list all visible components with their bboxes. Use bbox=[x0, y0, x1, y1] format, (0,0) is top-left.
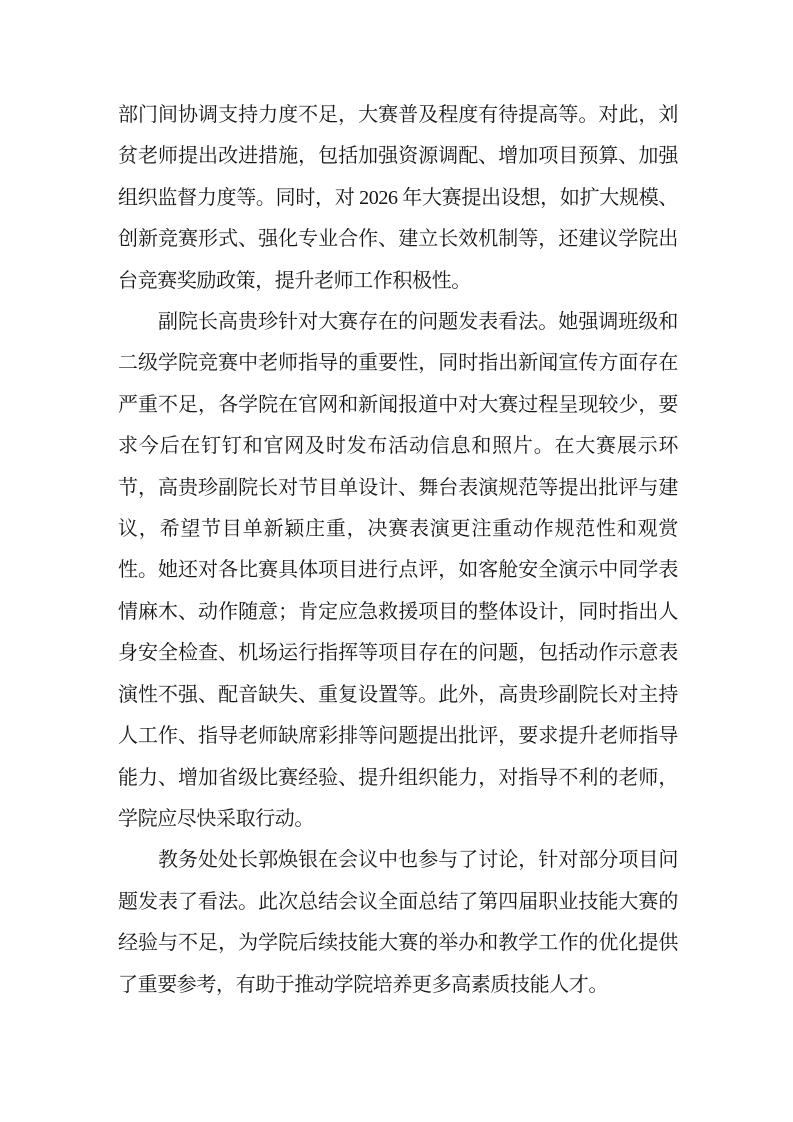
paragraph-academic-affairs-summary: 教务处处长郭焕银在会议中也参与了讨论，针对部分项目问题发表了看法。此次总结会议全面总结了第四届职业技能大赛的经验与不足，为学院后续技能大赛的举办和教学工作的优化提供了重要参考，有助于推动学院培养更多高素质技能人才。 bbox=[118, 849, 678, 996]
document-body bbox=[118, 0, 678, 1006]
paragraph-vice-president-remarks: 副院长高贵珍针对大赛存在的问题发表看法。她强调班级和二级学院竞赛中老师指导的重要性，同时指出新闻宣传方面存在严重不足，各学院在官网和新闻报道中对大赛过程呈现较少，要求今后在钉钉和官网及时发布活动信息和照片。在大赛展示环节，高贵珍副院长对节目单设计、舞台表演规范等提出批评与建议，希望节目单新颖庄重，决赛表演更注重动作规范性和观赏性。她还对各比赛具体项目进行点评，如客舱安全演示中同学表情麻木、动作随意；肯定应急救援项目的整体设计，同时指出人身安全检查、机场运行指挥等项目存在的问题，包括动作示意表演性不强、配音缺失、重复设置等。此外，高贵珍副院长对主持人工作、指导老师缺席彩排等问题提出批评，要求提升老师指导能力、增加省级比赛经验、提升组织能力，对指导不利的老师，学院应尽快采取行动。 bbox=[118, 311, 678, 830]
paragraph-improvement-measures: 部门间协调支持力度不足，大赛普及程度有待提高等。对此，刘贫老师提出改进措施，包括加强资源调配、增加项目预算、加强组织监督力度等。同时，对 2026 年大赛提出设想，如扩大规模、创新竞赛形式、强化专业合作、建立长效机制等，还建议学院出台竞赛奖励政策，提升老师工作积极性。 bbox=[118, 104, 678, 292]
